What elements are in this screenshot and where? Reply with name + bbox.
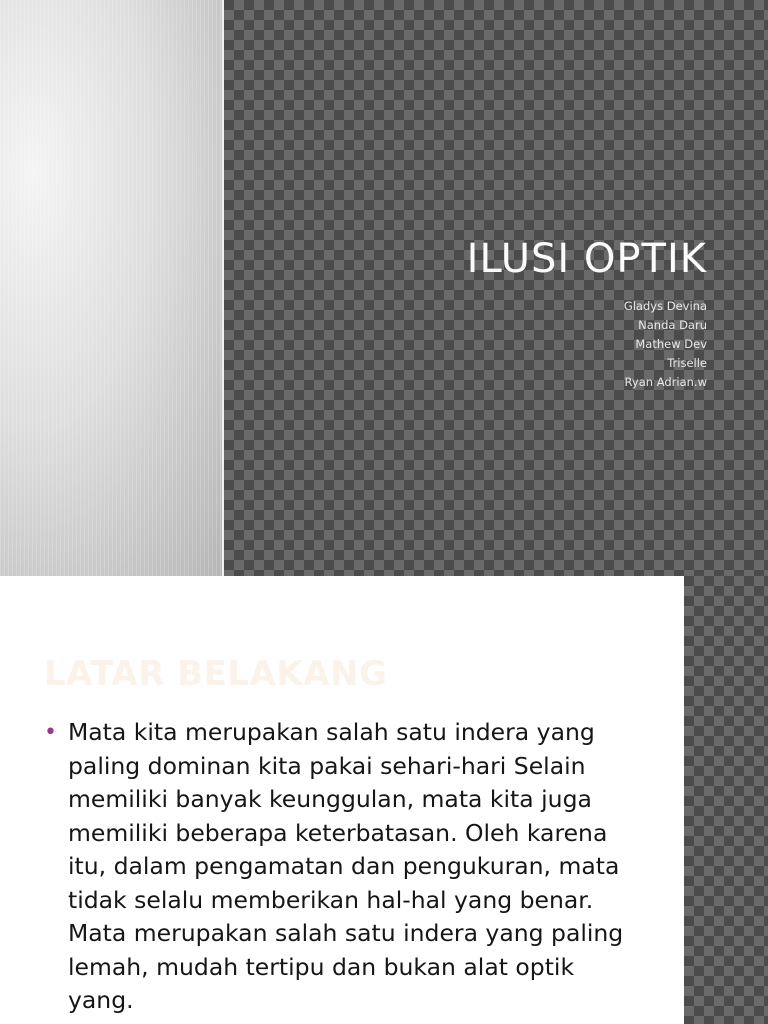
content-slide — [0, 576, 768, 1024]
gradient-side-panel — [0, 0, 224, 576]
bullet-text: Mata kita merupakan salah satu indera yang paling dominan kita pakai sehari-hari Selain memiliki banyak keunggulan, mata kita juga memiliki beberapa keterbatasan. Oleh karena itu, dalam pengamatan dan pengukuran, mata tidak selalu memberikan hal-hal yang benar. Mata merupakan salah satu indera yang paling lemah, mudah tertipu dan bukan alat optik yang. — [68, 718, 624, 1014]
patterned-side-strip — [684, 576, 768, 1024]
slide-heading: LATAR BELAKANG — [44, 654, 388, 694]
author-name: Mathew Dev — [635, 337, 707, 351]
panel-line-texture — [0, 0, 222, 576]
author-name: Triselle — [667, 356, 707, 370]
patterned-panel — [224, 0, 768, 576]
bullet-dot-icon: • — [44, 720, 57, 745]
author-list — [624, 297, 707, 392]
author-name: Ryan Adrian.w — [624, 375, 707, 389]
author-name: Nanda Daru — [638, 318, 707, 332]
slide-title: ILUSI OPTIK — [466, 236, 707, 282]
bullet-item — [44, 716, 644, 1018]
author-name: Gladys Devina — [623, 299, 707, 313]
